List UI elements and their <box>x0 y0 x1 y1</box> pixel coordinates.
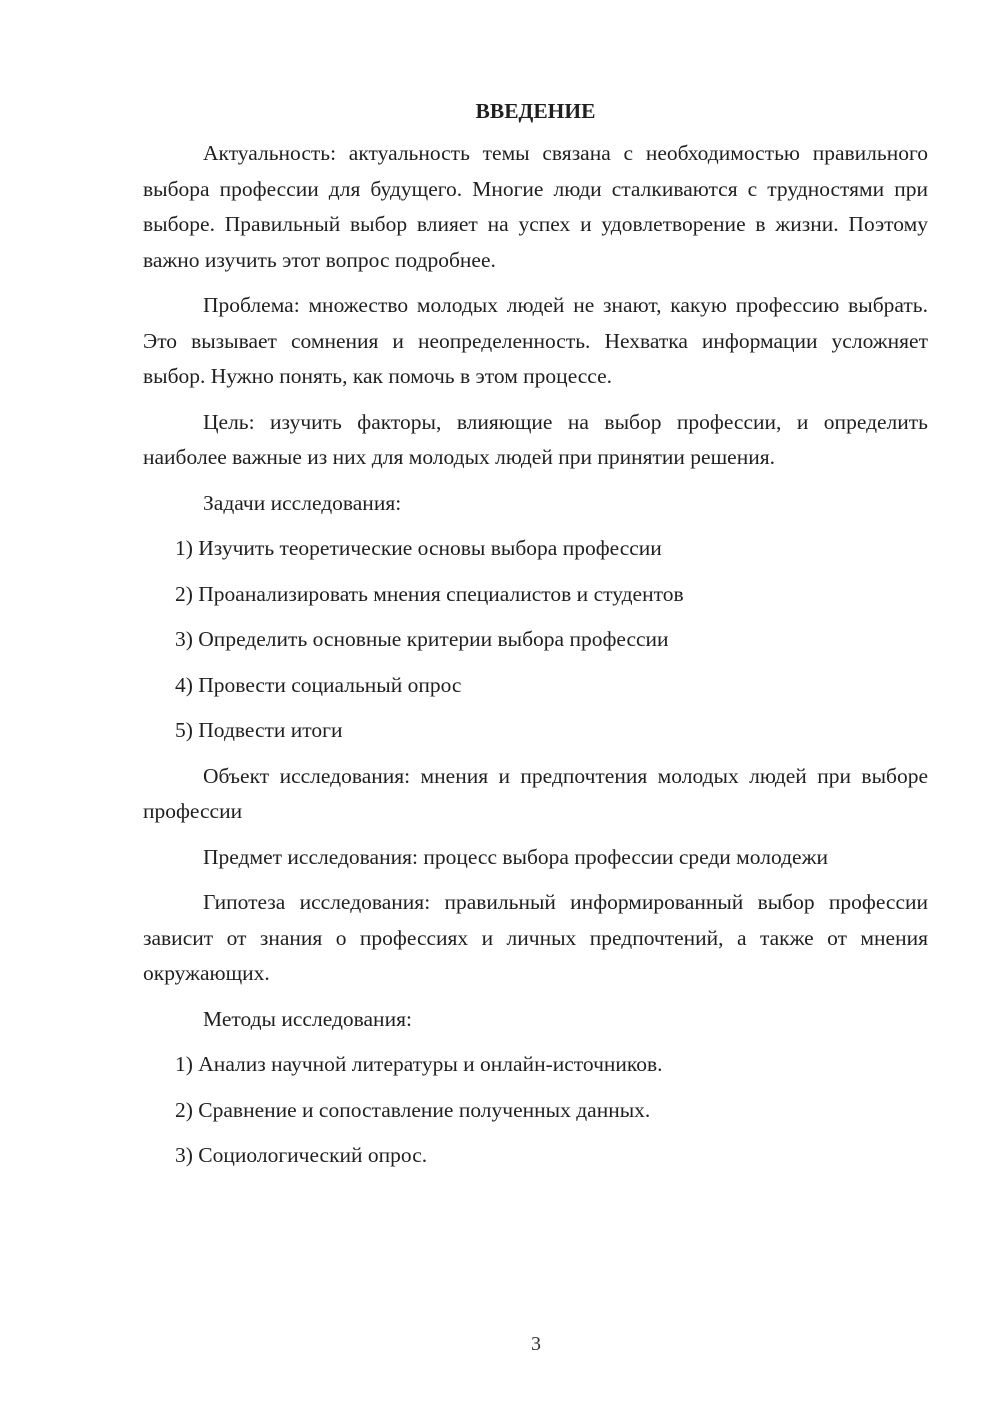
object-paragraph: Объект исследования: мнения и предпочтения молодых людей при выборе профессии <box>143 763 928 823</box>
section-heading: ВВЕДЕНИЕ <box>475 99 596 123</box>
methods-list <box>143 1047 928 1174</box>
list-item: 2) Проанализировать мнения специалистов и студентов <box>175 581 684 606</box>
relevance-paragraph: Актуальность: актуальность темы связана с необходимостью правильного выбора профессии для будущего. Многие люди сталкиваются с трудностями при выборе. Правильный выбор влияет на успех и удовлетворение в жизни. Поэтому важно изучить этот вопрос подробнее. <box>143 141 928 272</box>
page-number: 3 <box>531 1333 541 1355</box>
list-item: 4) Провести социальный опрос <box>175 672 462 697</box>
list-item: 5) Подвести итоги <box>175 718 343 742</box>
goal-paragraph: Цель: изучить факторы, влияющие на выбор профессии, и определить наиболее важные из них для молодых людей при принятии решения. <box>143 409 928 469</box>
list-item: 1) Анализ научной литературы и онлайн-источников. <box>175 1052 663 1076</box>
tasks-label: Задачи исследования: <box>203 490 402 515</box>
list-item: 2) Сравнение и сопоставление полученных данных. <box>175 1097 651 1122</box>
list-item: 3) Социологический опрос. <box>175 1143 428 1167</box>
list-item: 1) Изучить теоретические основы выбора профессии <box>175 536 662 560</box>
hypothesis-paragraph: Гипотеза исследования: правильный информированный выбор профессии зависит от знания о профессиях и личных предпочтений, а также от мнения окружающих. <box>143 890 928 985</box>
methods-label: Методы исследования: <box>203 1006 412 1031</box>
tasks-list <box>143 531 928 749</box>
document-page <box>143 96 928 1184</box>
list-item: 3) Определить основные критерии выбора профессии <box>175 627 669 651</box>
problem-paragraph: Проблема: множество молодых людей не знают, какую профессию выбрать. Это вызывает сомнения и неопределенность. Нехватка информации усложняет выбор. Нужно понять, как помочь в этом процессе. <box>143 293 928 388</box>
subject-paragraph: Предмет исследования: процесс выбора профессии среди молодежи <box>203 844 828 869</box>
